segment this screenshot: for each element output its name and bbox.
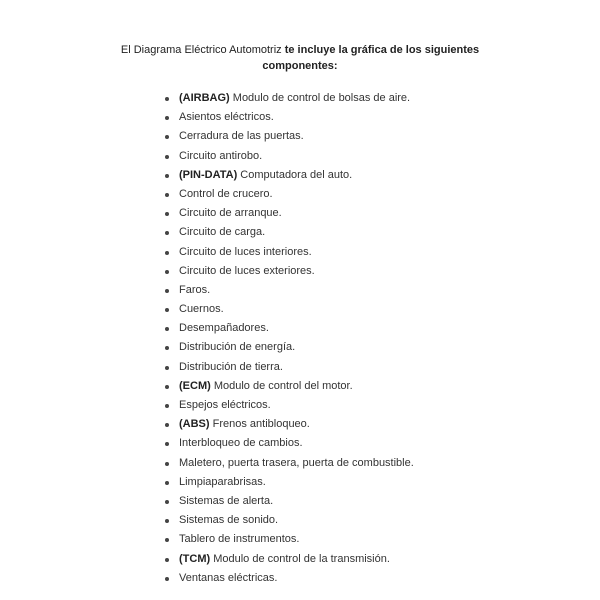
component-label: Computadora del auto.	[237, 168, 353, 181]
list-item	[161, 319, 414, 338]
list-item	[161, 223, 414, 242]
component-label: Circuito de luces interiores.	[179, 245, 312, 258]
component-label: Tablero de instrumentos.	[179, 533, 300, 546]
list-item	[161, 511, 414, 530]
bullet-icon	[165, 366, 169, 370]
component-label: Sistemas de alerta.	[179, 494, 274, 507]
component-label: Circuito de luces exteriores.	[179, 264, 315, 277]
bullet-icon	[165, 327, 169, 331]
list-item	[161, 166, 414, 185]
bullet-icon	[165, 116, 169, 120]
list-item	[161, 530, 414, 549]
component-label: Cuernos.	[179, 303, 224, 316]
list-item	[161, 243, 414, 262]
component-list	[161, 89, 414, 588]
bullet-icon	[165, 174, 169, 178]
component-label: Distribución de tierra.	[179, 360, 283, 373]
component-abbreviation: (ECM)	[179, 379, 211, 392]
component-label: Control de crucero.	[179, 187, 273, 200]
intro-bold-text-continued: componentes:	[262, 60, 338, 72]
component-label: Limpiaparabrisas.	[179, 475, 266, 488]
bullet-icon	[165, 423, 169, 427]
component-label: Maletero, puerta trasera, puerta de combustible.	[179, 456, 414, 469]
bullet-icon	[165, 346, 169, 350]
bullet-icon	[165, 193, 169, 197]
list-item	[161, 358, 414, 377]
bullet-icon	[165, 577, 169, 581]
list-item	[161, 492, 414, 511]
bullet-icon	[165, 289, 169, 293]
list-item	[161, 415, 414, 434]
bullet-icon	[165, 462, 169, 466]
bullet-icon	[165, 97, 169, 101]
list-item	[161, 454, 414, 473]
component-label: Modulo de control del motor.	[210, 379, 353, 392]
component-label: Cerradura de las puertas.	[179, 130, 304, 143]
bullet-icon	[165, 519, 169, 523]
bullet-icon	[165, 558, 169, 562]
bullet-icon	[165, 404, 169, 408]
bullet-icon	[165, 251, 169, 255]
component-label: Desempañadores.	[179, 322, 269, 335]
bullet-icon	[165, 500, 169, 504]
bullet-icon	[165, 385, 169, 389]
list-item	[161, 89, 414, 108]
list-item	[161, 434, 414, 453]
bullet-icon	[165, 135, 169, 139]
component-label: Espejos eléctricos.	[179, 399, 271, 411]
component-label: Circuito de carga.	[179, 226, 266, 239]
list-item	[161, 338, 414, 357]
list-item	[161, 396, 414, 415]
list-item	[161, 185, 414, 204]
component-label: Circuito antirobo.	[179, 149, 263, 162]
bullet-icon	[165, 538, 169, 542]
intro-plain-text: El Diagrama Eléctrico Automotriz	[120, 44, 285, 56]
list-item	[161, 262, 414, 281]
component-label: Frenos antibloqueo.	[209, 418, 310, 431]
component-abbreviation: (TCM)	[179, 552, 211, 565]
component-label: Modulo de control de bolsas de aire.	[229, 92, 411, 104]
list-item	[161, 108, 414, 127]
list-item	[161, 550, 414, 569]
component-abbreviation: (ABS)	[179, 418, 210, 431]
list-item	[161, 204, 414, 223]
component-label: Circuito de arranque.	[179, 207, 282, 220]
component-label: Asientos eléctricos.	[179, 111, 274, 124]
bullet-icon	[165, 270, 169, 274]
bullet-icon	[165, 212, 169, 216]
bullet-icon	[165, 155, 169, 159]
component-abbreviation: (AIRBAG)	[179, 92, 230, 104]
bullet-icon	[165, 442, 169, 446]
bullet-icon	[165, 308, 169, 312]
component-label: Sistemas de sonido.	[179, 514, 279, 527]
list-item	[161, 377, 414, 396]
list-item	[161, 147, 414, 166]
bullet-icon	[165, 231, 169, 235]
component-label: Faros.	[179, 283, 211, 296]
list-item	[161, 281, 414, 300]
intro-paragraph	[0, 42, 600, 74]
list-item	[161, 569, 414, 588]
list-item	[161, 300, 414, 319]
component-label: Modulo de control de la transmisión.	[210, 552, 390, 565]
list-item	[161, 473, 414, 492]
component-label: Ventanas eléctricas.	[179, 571, 278, 584]
component-label: Distribución de energía.	[179, 341, 296, 354]
component-label: Interbloqueo de cambios.	[179, 437, 303, 450]
intro-bold-text: te incluye la gráfica de los siguientes	[284, 44, 480, 56]
list-item	[161, 127, 414, 146]
component-abbreviation: (PIN-DATA)	[179, 168, 238, 181]
bullet-icon	[165, 481, 169, 485]
